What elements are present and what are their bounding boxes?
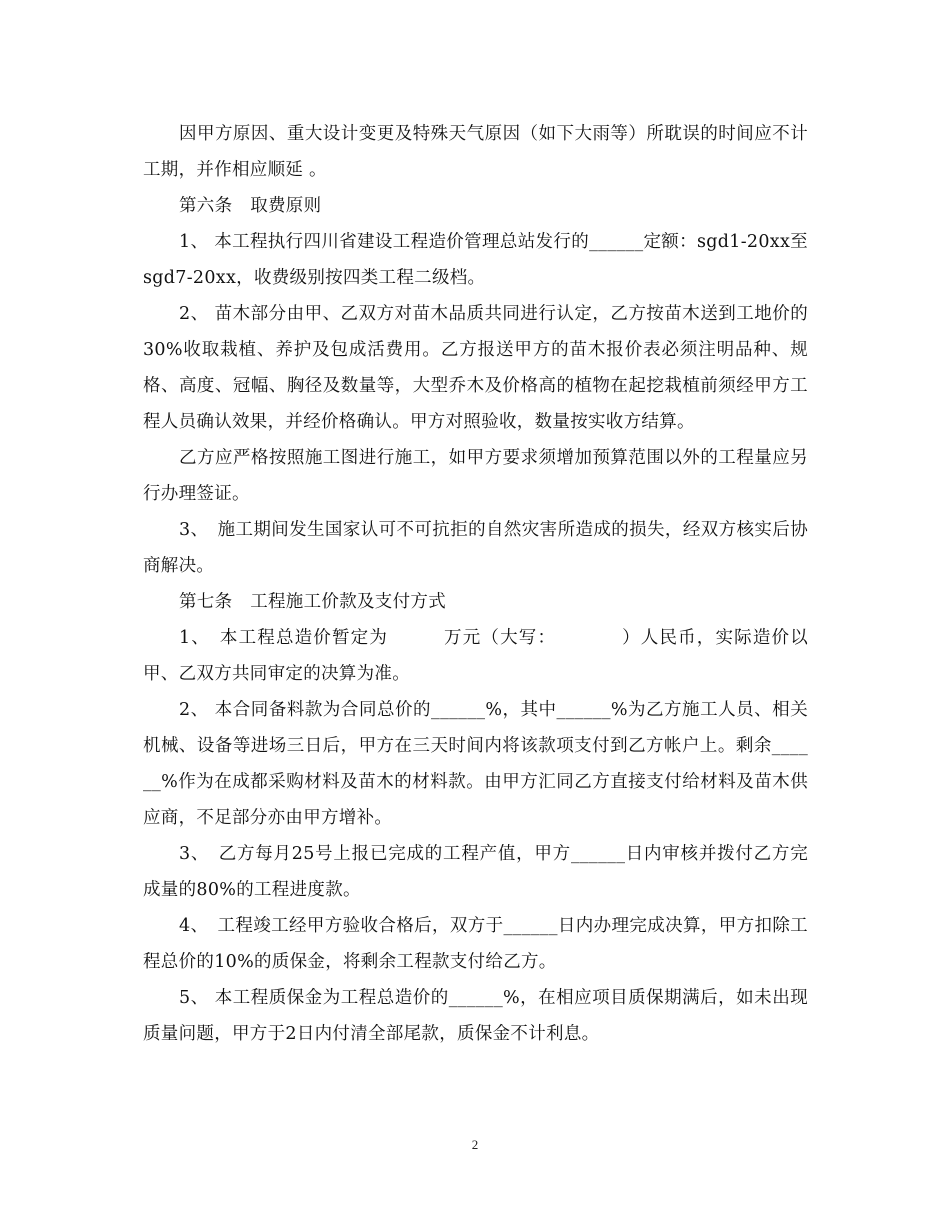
heading-article-7: 第七条 工程施工价款及支付方式: [179, 592, 446, 612]
page-number: 2: [471, 1137, 479, 1152]
paragraph-6-3: 3、 施工期间发生国家认可不可抗拒的自然灾害所造成的损失，经双方核实后协商解决。: [143, 520, 808, 576]
paragraph-6-2: 2、 苗木部分由甲、乙双方对苗木品质共同进行认定，乙方按苗木送到工地价的30%收取栽植、养护及包成活费用。乙方报送甲方的苗木报价表必须注明品种、规格、高度、冠幅、胸径及数量等，大型乔木及价格高的植物在起挖栽植前须经甲方工程人员确认效果，并经价格确认。甲方对照验收，数量按实收方结算。: [143, 304, 808, 432]
paragraph-7-3: 3、 乙方每月25号上报已完成的工程产值，甲方______日内审核并拨付乙方完成量的80%的工程进度款。: [143, 844, 808, 900]
paragraph-7-2: 2、 本合同备料款为合同总价的______%，其中______%为乙方施工人员、相关机械、设备等进场三日后，甲方在三天时间内将该款项支付到乙方帐户上。剩余______%作为在成都采购材料及苗木的材料款。由甲方汇同乙方直接支付给材料及苗木供应商，不足部分亦由甲方增补。: [143, 700, 808, 828]
paragraph-7-5: 5、 本工程质保金为工程总造价的______%，在相应项目质保期满后，如未出现质量问题，甲方于2日内付清全部尾款，质保金不计利息。: [143, 988, 808, 1044]
document-body: [143, 116, 808, 1052]
paragraph-7-4: 4、 工程竣工经甲方验收合格后，双方于______日内办理完成决算，甲方扣除工程总价的10%的质保金，将剩余工程款支付给乙方。: [143, 916, 808, 972]
paragraph-6-1: 1、 本工程执行四川省建设工程造价管理总站发行的______定额：sgd1-20xx至sgd7-20xx，收费级别按四类工程二级档。: [143, 232, 808, 288]
paragraph-6-2-extra: 乙方应严格按照施工图进行施工，如甲方要求须增加预算范围以外的工程量应另行办理签证。: [143, 448, 808, 504]
paragraph-delay-clause: 因甲方原因、重大设计变更及特殊天气原因（如下大雨等）所耽误的时间应不计工期，并作相应顺延 。: [143, 124, 808, 180]
heading-article-6: 第六条 取费原则: [179, 196, 322, 216]
paragraph-7-1: 1、 本工程总造价暂定为 万元（大写： ）人民币，实际造价以甲、乙双方共同审定的决算为准。: [143, 628, 808, 684]
